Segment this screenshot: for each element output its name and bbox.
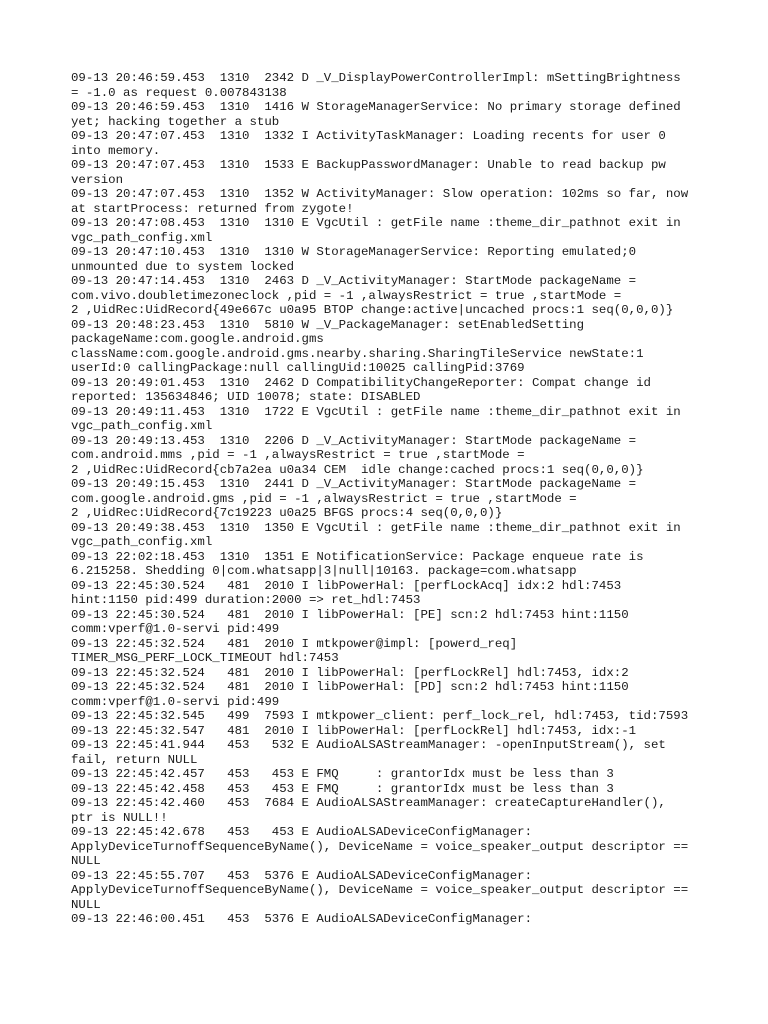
log-line: 09-13 20:49:01.453 1310 2462 D CompatibilityChangeReporter: Compat change id: [71, 375, 651, 390]
log-line: 09-13 20:47:07.453 1310 1352 W ActivityManager: Slow operation: 102ms so far, now: [71, 187, 689, 201]
log-line: userId:0 callingPackage:null callingUid:10025 callingPid:3769: [71, 361, 525, 375]
log-line: vgc_path_config.xml: [71, 535, 213, 549]
log-line: 09-13 20:49:15.453 1310 2441 D _V_ActivityManager: StartMode packageName =: [71, 477, 637, 491]
log-line: vgc_path_config.xml: [71, 230, 213, 245]
log-line: 09-13 22:45:32.524 481 2010 I libPowerHal: [perfLockRel] hdl:7453, idx:2: [71, 665, 629, 680]
log-line: 09-13 20:47:07.453 1310 1332 I ActivityTaskManager: Loading recents for user 0: [71, 129, 666, 143]
log-line: TIMER_MSG_PERF_LOCK_TIMEOUT hdl:7453: [71, 651, 339, 665]
log-line: 09-13 20:46:59.453 1310 2342 D _V_DisplayPowerControllerImpl: mSettingBrightness: [71, 71, 681, 85]
log-line: 09-13 20:47:08.453 1310 1310 E VgcUtil : getFile name :theme_dir_pathnot exit in: [71, 216, 681, 230]
log-line: reported: 135634846; UID 10078; state: DISABLED: [71, 390, 421, 404]
log-line: unmounted due to system locked: [71, 259, 295, 274]
log-line: 2 ,UidRec:UidRecord{7c19223 u0a25 BFGS procs:4 seq(0,0,0)}: [71, 506, 503, 520]
log-line: fail, return NULL: [71, 752, 198, 767]
log-line: 09-13 22:45:41.944 453 532 E AudioALSAStreamManager: -openInputStream(), set: [71, 738, 666, 752]
log-line: into memory.: [71, 143, 161, 158]
log-line: 09-13 20:49:13.453 1310 2206 D _V_ActivityManager: StartMode packageName =: [71, 433, 637, 448]
log-line: 09-13 22:45:30.524 481 2010 I libPowerHal: [perfLockAcq] idx:2 hdl:7453: [71, 578, 622, 593]
log-line: comm:vperf@1.0-servi pid:499: [71, 694, 280, 709]
log-line: 09-13 22:46:00.451 453 5376 E AudioALSADeviceConfigManager:: [71, 912, 533, 926]
log-line: comm:vperf@1.0-servi pid:499: [71, 622, 280, 636]
log-line: 09-13 22:45:32.547 481 2010 I libPowerHal: [perfLockRel] hdl:7453, idx:-1: [71, 723, 637, 738]
log-text-block: [71, 71, 707, 927]
log-line: 09-13 22:45:42.458 453 453 E FMQ : grantorIdx must be less than 3: [71, 781, 614, 796]
log-line: packageName:com.google.android.gms: [71, 332, 324, 346]
log-line: 09-13 22:02:18.453 1310 1351 E NotificationService: Package enqueue rate is: [71, 549, 644, 564]
log-line: 09-13 22:45:42.678 453 453 E AudioALSADeviceConfigManager:: [71, 825, 533, 839]
log-line: com.google.android.gms ,pid = -1 ,alwaysRestrict = true ,startMode =: [71, 491, 577, 506]
log-line: version: [71, 172, 124, 187]
log-line: 09-13 22:45:42.457 453 453 E FMQ : grantorIdx must be less than 3: [71, 767, 614, 781]
log-line: 6.215258. Shedding 0|com.whatsapp|3|null|10163. package=com.whatsapp: [71, 564, 577, 578]
log-line: 09-13 20:47:14.453 1310 2463 D _V_ActivityManager: StartMode packageName =: [71, 274, 637, 288]
log-line: at startProcess: returned from zygote!: [71, 201, 354, 216]
log-line: 09-13 20:47:07.453 1310 1533 E BackupPasswordManager: Unable to read backup pw: [71, 158, 666, 172]
log-line: 09-13 20:46:59.453 1310 1416 W StorageManagerService: No primary storage defined: [71, 100, 681, 114]
log-line: com.android.mms ,pid = -1 ,alwaysRestrict = true ,startMode =: [71, 448, 525, 462]
log-line: 09-13 22:45:32.524 481 2010 I mtkpower@impl: [powerd_req]: [71, 636, 518, 651]
log-line: 09-13 20:49:38.453 1310 1350 E VgcUtil : getFile name :theme_dir_pathnot exit in: [71, 520, 681, 535]
log-line: yet; hacking together a stub: [71, 114, 280, 129]
log-line: com.vivo.doubletimezoneclock ,pid = -1 ,alwaysRestrict = true ,startMode =: [71, 288, 622, 303]
log-line: hint:1150 pid:499 duration:2000 => ret_hdl:7453: [71, 593, 421, 607]
log-line: NULL: [71, 854, 101, 868]
log-line: 2 ,UidRec:UidRecord{49e667c u0a95 BTOP change:active|uncached procs:1 seq(0,0,0)}: [71, 303, 674, 317]
log-line: 09-13 22:45:42.460 453 7684 E AudioALSAStreamManager: createCaptureHandler(),: [71, 796, 666, 810]
log-line: NULL: [71, 897, 101, 912]
log-line: 2 ,UidRec:UidRecord{cb7a2ea u0a34 CEM idle change:cached procs:1 seq(0,0,0)}: [71, 462, 644, 477]
log-line: ptr is NULL!!: [71, 810, 168, 825]
log-line: 09-13 20:48:23.453 1310 5810 W _V_PackageManager: setEnabledSetting: [71, 317, 585, 332]
log-line: 09-13 22:45:30.524 481 2010 I libPowerHal: [PE] scn:2 hdl:7453 hint:1150: [71, 607, 629, 622]
log-line: 09-13 22:45:55.707 453 5376 E AudioALSADeviceConfigManager:: [71, 868, 533, 883]
log-line: 09-13 20:47:10.453 1310 1310 W StorageManagerService: Reporting emulated;0: [71, 245, 637, 259]
log-line: className:com.google.android.gms.nearby.sharing.SharingTileService newState:1: [71, 346, 644, 361]
log-line: 09-13 20:49:11.453 1310 1722 E VgcUtil : getFile name :theme_dir_pathnot exit in: [71, 404, 681, 419]
log-line: ApplyDeviceTurnoffSequenceByName(), DeviceName = voice_speaker_output descriptor ==: [71, 839, 689, 854]
log-line: = -1.0 as request 0.007843138: [71, 85, 287, 100]
log-line: 09-13 22:45:32.545 499 7593 I mtkpower_client: perf_lock_rel, hdl:7453, tid:7593: [71, 709, 689, 723]
log-line: ApplyDeviceTurnoffSequenceByName(), DeviceName = voice_speaker_output descriptor ==: [71, 883, 689, 897]
log-line: vgc_path_config.xml: [71, 419, 213, 433]
log-line: 09-13 22:45:32.524 481 2010 I libPowerHal: [PD] scn:2 hdl:7453 hint:1150: [71, 680, 629, 694]
